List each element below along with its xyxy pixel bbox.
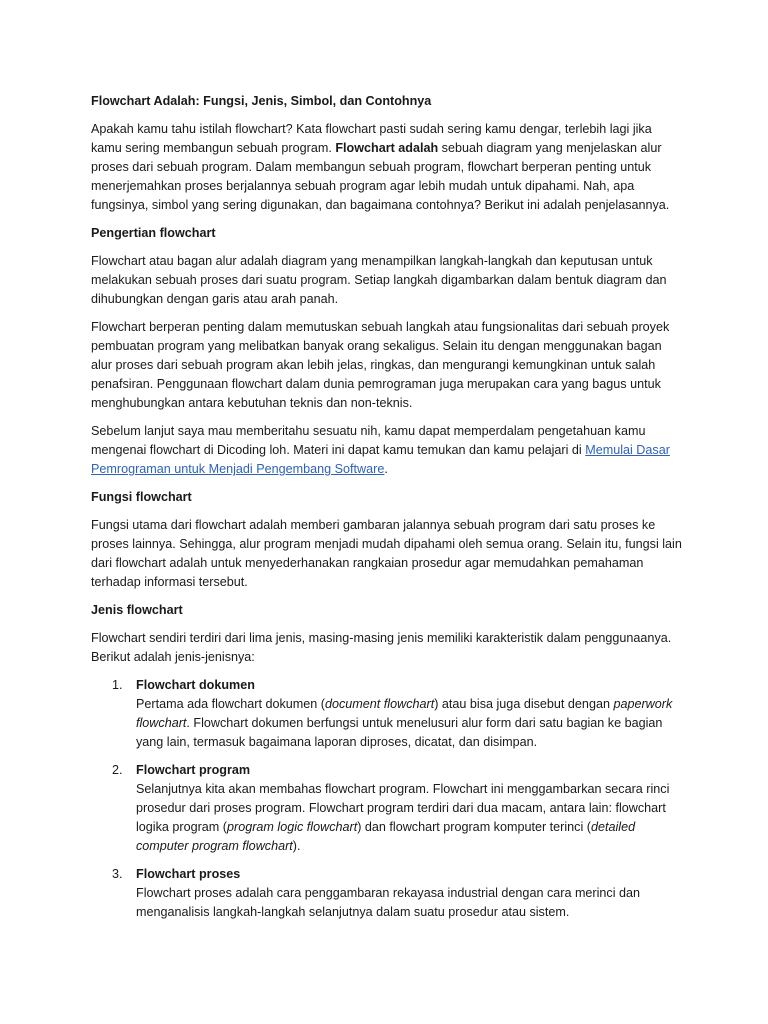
section-heading-jenis: Jenis flowchart <box>91 603 183 617</box>
section-heading-fungsi: Fungsi flowchart <box>91 490 192 504</box>
list-item-text: ) dan flowchart program komputer terinci ( <box>357 820 591 834</box>
pengertian-p3-text: Sebelum lanjut saya mau memberitahu sesuatu nih, kamu dapat memperdalam pengetahuan kamu mengenai flowchart di Dicoding loh. Materi ini dapat kamu temukan dan kamu pelajari di <box>91 424 646 457</box>
list-item <box>91 761 683 856</box>
list-item-title: Flowchart dokumen <box>136 678 255 692</box>
page-title: Flowchart Adalah: Fungsi, Jenis, Simbol, dan Contohnya <box>91 94 432 108</box>
list-number: 2. <box>112 763 123 777</box>
pengertian-p3-end: . <box>384 462 388 476</box>
fungsi-paragraph: Fungsi utama dari flowchart adalah memberi gambaran jalannya sebuah program dari satu proses ke proses lainnya. Sehingga, alur program menjadi mudah dipahami oleh semua orang. Selain itu, fungsi lain dari flowchart adalah untuk menyederhanakan rangkaian prosedur agar memudahkan pemahaman terhadap informasi tersebut. <box>91 518 682 589</box>
list-item-title: Flowchart proses <box>136 867 241 881</box>
list-item-text: Pertama ada flowchart dokumen ( <box>136 697 325 711</box>
intro-bold-term: Flowchart adalah <box>335 141 439 155</box>
list-item-title: Flowchart program <box>136 763 251 777</box>
list-item-italic: detailed computer program flowchart <box>136 820 636 853</box>
intro-text-2: sebuah diagram yang menjelaskan alur proses dari sebuah program. Dalam membangun sebuah program, flowchart berperan penting untuk menerjemahkan proses berjalannya sebuah program agar lebih mudah untuk dipahami. Nah, apa fungsinya, simbol yang sering digunakan, dan bagaimana contohnya? Berikut ini adalah penjelasannya. <box>91 141 670 212</box>
intro-text-1: Apakah kamu tahu istilah flowchart? Kata flowchart pasti sudah sering kamu dengar, terlebih lagi jika kamu sering membangun sebuah program. <box>91 122 652 155</box>
list-item <box>91 865 683 922</box>
list-item-italic: paperwork flowchart <box>136 697 673 730</box>
course-link[interactable]: Memulai Dasar Pemrograman untuk Menjadi Pengembang Software <box>91 443 670 476</box>
list-item-text: . Flowchart dokumen berfungsi untuk menelusuri alur form dari satu bagian ke bagian yang lain, termasuk bagaimana laporan diproses, dicatat, dan disimpan. <box>136 716 663 749</box>
pengertian-paragraph-1: Flowchart atau bagan alur adalah diagram yang menampilkan langkah-langkah dan keputusan untuk melakukan sebuah proses dari suatu program. Setiap langkah digambarkan dalam bentuk diagram dan dihubungkan dengan garis atau arah panah. <box>91 254 667 306</box>
list-item-italic: document flowchart <box>325 697 435 711</box>
list-item-italic: program logic flowchart <box>227 820 358 834</box>
document-page <box>91 92 683 931</box>
list-number: 1. <box>112 678 123 692</box>
section-heading-pengertian: Pengertian flowchart <box>91 226 216 240</box>
list-item <box>91 676 683 752</box>
list-number: 3. <box>112 867 123 881</box>
list-item-text: Selanjutnya kita akan membahas flowchart program. Flowchart ini menggambarkan secara rinci prosedur dari proses program. Flowchart program terdiri dari dua macam, antara lain: flowchart logika program ( <box>136 782 670 834</box>
pengertian-paragraph-2: Flowchart berperan penting dalam memutuskan sebuah langkah atau fungsionalitas dari sebuah proyek pembuatan program yang melibatkan banyak orang sekaligus. Selain itu dengan menggunakan bagan alur proses dari sebuah program akan lebih jelas, ringkas, dan mengurangi kemungkinan untuk salah penafsiran. Penggunaan flowchart dalam dunia pemrograman juga merupakan cara yang bagus untuk menghubungkan antara kebutuhan teknis dan non-teknis. <box>91 320 670 410</box>
list-item-text: ). <box>292 839 301 853</box>
intro-paragraph <box>91 120 683 215</box>
list-item-text: ) atau bisa juga disebut dengan <box>434 697 614 711</box>
jenis-list <box>91 676 683 922</box>
list-item-text: Flowchart proses adalah cara penggambaran rekayasa industrial dengan cara merinci dan menganalisis langkah-langkah selanjutnya dalam suatu prosedur atau sistem. <box>136 886 641 919</box>
pengertian-paragraph-3 <box>91 422 683 479</box>
jenis-paragraph: Flowchart sendiri terdiri dari lima jenis, masing-masing jenis memiliki karakteristik dalam penggunaanya. Berikut adalah jenis-jenisnya: <box>91 631 672 664</box>
